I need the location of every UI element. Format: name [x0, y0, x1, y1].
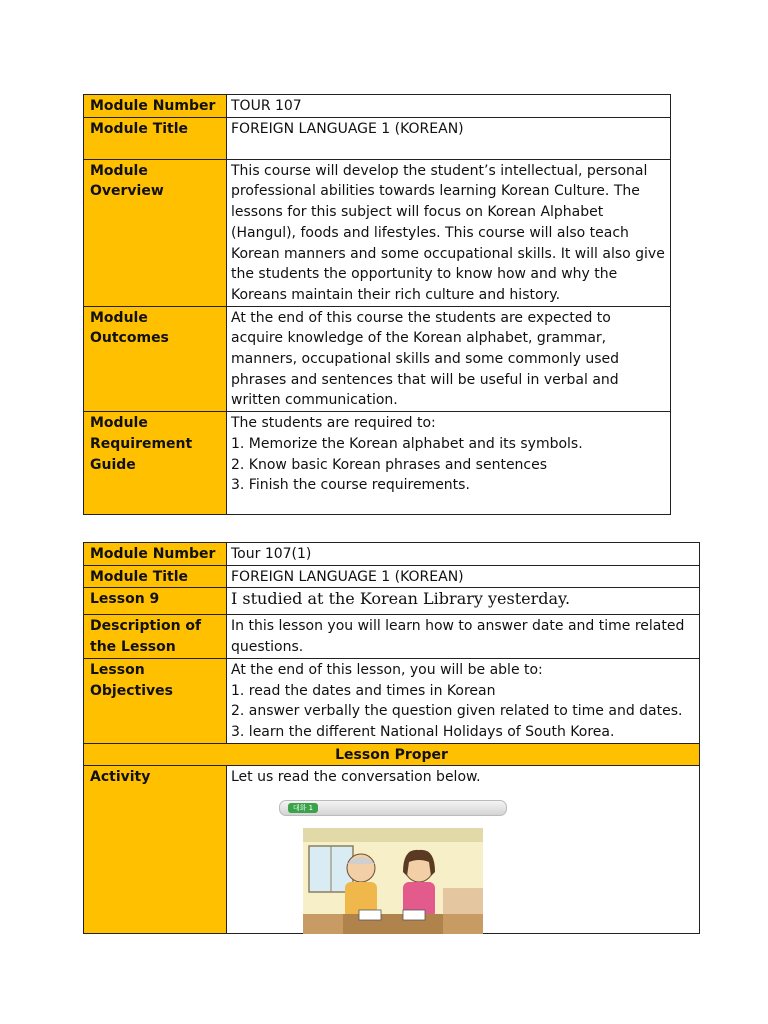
table-row: [84, 565, 700, 588]
lesson-title-value: I studied at the Korean Library yesterday.: [227, 588, 700, 615]
module-number-value: TOUR 107: [227, 95, 671, 118]
conversation-illustration: [303, 828, 483, 934]
table-row: [84, 588, 700, 615]
lesson-description-label: Description of the Lesson: [84, 615, 227, 658]
lesson-proper-header: Lesson Proper: [84, 743, 700, 766]
activity-label: Activity: [84, 766, 227, 934]
objective-line: 3. learn the different National Holidays of South Korea.: [231, 723, 615, 740]
table-row: [84, 658, 700, 743]
lesson-objectives-label: Lesson Objectives: [84, 658, 227, 743]
lesson-info-table: [83, 542, 700, 934]
module-overview-label: Module Overview: [84, 159, 227, 306]
table-row: [84, 743, 700, 766]
activity-instruction: Let us read the conversation below.: [231, 769, 481, 786]
table-row: [84, 95, 671, 118]
module-overview-value: This course will develop the student’s intellectual, personal professional abilities towards learning Korean Culture. The lessons for this subject will focus on Korean Alphabet (Hangul), foods and lifestyles. This course will also teach Korean manners and some occupational skills. It will also give the students the opportunity to know how and why the Koreans maintain their rich culture and history.: [227, 159, 671, 306]
table-row: [84, 615, 700, 658]
audio-track-label: 대화 1: [288, 803, 318, 813]
module-number-label: Module Number: [84, 543, 227, 566]
table-row: [84, 306, 671, 412]
objective-line: At the end of this lesson, you will be able to:: [231, 661, 543, 678]
module-info-table: [83, 94, 671, 515]
requirement-line: 1. Memorize the Korean alphabet and its symbols.: [231, 435, 583, 452]
requirement-guide-value: [227, 412, 671, 515]
table-row: [84, 159, 671, 306]
requirement-line: 3. Finish the course requirements.: [231, 477, 470, 494]
lesson-description-value: In this lesson you will learn how to answer date and time related questions.: [227, 615, 700, 658]
module-outcomes-label: Module Outcomes: [84, 306, 227, 412]
module-title-value: FOREIGN LANGUAGE 1 (KOREAN): [227, 117, 671, 159]
table-row: [84, 117, 671, 159]
table-row: [84, 412, 671, 515]
module-title-label: Module Title: [84, 565, 227, 588]
requirement-line: 2. Know basic Korean phrases and sentences: [231, 456, 548, 473]
activity-illustration-area: [231, 788, 695, 924]
lesson-objectives-value: [227, 658, 700, 743]
lesson-number-label: Lesson 9: [84, 588, 227, 615]
module-title-label: Module Title: [84, 117, 227, 159]
audio-track-bar[interactable]: [279, 800, 507, 816]
table-row: [84, 766, 700, 934]
objective-line: 2. answer verbally the question given related to time and dates.: [231, 703, 683, 720]
module-number-value: Tour 107(1): [227, 543, 700, 566]
module-outcomes-value: At the end of this course the students are expected to acquire knowledge of the Korean alphabet, grammar, manners, occupational skills and some commonly used phrases and sentences that will be useful in verbal and written communication.: [227, 306, 671, 412]
objective-line: 1. read the dates and times in Korean: [231, 682, 496, 699]
requirement-line: The students are required to:: [231, 415, 436, 432]
module-title-value: FOREIGN LANGUAGE 1 (KOREAN): [227, 565, 700, 588]
requirement-guide-label: Module Requirement Guide: [84, 412, 227, 515]
activity-cell: [227, 766, 700, 934]
module-number-label: Module Number: [84, 95, 227, 118]
table-row: [84, 543, 700, 566]
